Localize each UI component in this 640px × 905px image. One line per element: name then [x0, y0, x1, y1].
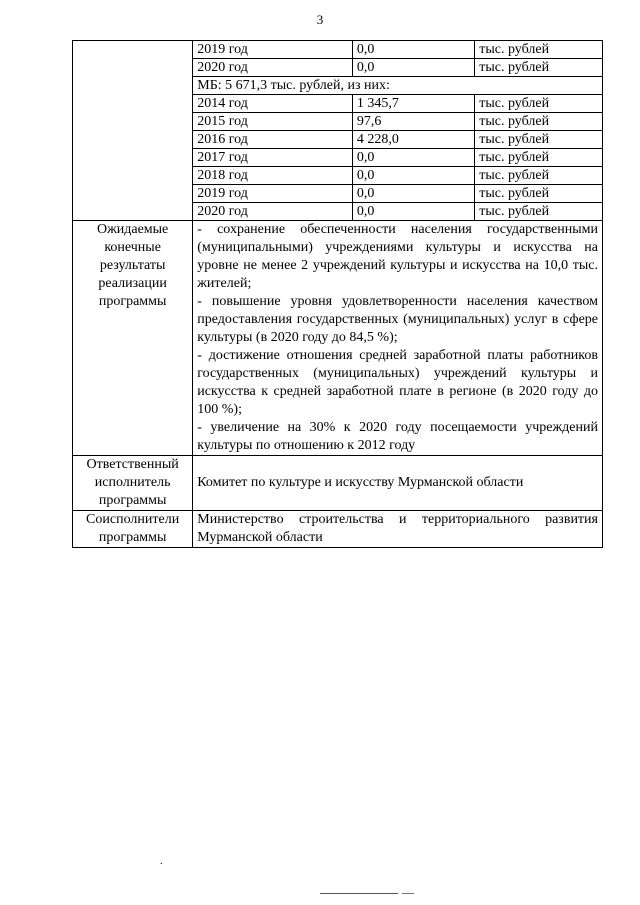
footer-mark: .	[160, 856, 163, 867]
footer-rule	[320, 893, 398, 894]
coexecutors-row	[73, 511, 603, 548]
year-cell: 2020 год	[193, 59, 353, 77]
result-item: - сохранение обеспеченности населения государственными (муниципальными) учреждениями культуры и искусства на уровне не менее 2 учреждений культуры и искусства на 10,0 тыс. жителей;	[197, 222, 598, 291]
program-passport-table	[72, 40, 603, 548]
value-cell: 0,0	[352, 59, 474, 77]
mb-header: МБ: 5 671,3 тыс. рублей, из них:	[193, 77, 603, 95]
year-cell: 2014 год	[193, 95, 353, 113]
unit-cell: тыс. рублей	[475, 185, 603, 203]
value-cell: 4 228,0	[352, 131, 474, 149]
unit-cell: тыс. рублей	[475, 59, 603, 77]
year-cell: 2018 год	[193, 167, 353, 185]
coexecutors-value: Министерство строительства и территориального развития Мурманской области	[193, 511, 603, 548]
year-cell: 2019 год	[193, 185, 353, 203]
value-cell: 0,0	[352, 203, 474, 221]
result-item: - достижение отношения средней заработной платы работников государственных (муниципальных) учреждений культуры и искусства к средней заработной плате в регионе (в 2020 году до 100 %);	[197, 348, 598, 417]
year-cell: 2017 год	[193, 149, 353, 167]
responsible-row	[73, 456, 603, 511]
result-item: - повышение уровня удовлетворенности населения качеством предоставления государственных (муниципальных) услуг в сфере культуры (в 2020 году до 84,5 %);	[197, 294, 598, 345]
value-cell: 0,0	[352, 167, 474, 185]
value-cell: 1 345,7	[352, 95, 474, 113]
unit-cell: тыс. рублей	[475, 41, 603, 59]
responsible-label: Ответственный исполнитель программы	[73, 456, 193, 511]
value-cell: 0,0	[352, 185, 474, 203]
unit-cell: тыс. рублей	[475, 167, 603, 185]
coexecutors-label: Соисполнители программы	[73, 511, 193, 548]
page-number: 3	[316, 12, 324, 27]
responsible-value: Комитет по культуре и искусству Мурманской области	[193, 456, 603, 511]
empty-label-cell	[73, 41, 193, 221]
unit-cell: тыс. рублей	[475, 203, 603, 221]
value-cell: 0,0	[352, 149, 474, 167]
value-cell: 0,0	[352, 41, 474, 59]
year-cell: 2015 год	[193, 113, 353, 131]
year-cell: 2019 год	[193, 41, 353, 59]
value-cell: 97,6	[352, 113, 474, 131]
footer-rule-short	[402, 893, 414, 894]
unit-cell: тыс. рублей	[475, 149, 603, 167]
results-label: Ожидаемые конечные результаты реализации программы	[73, 221, 193, 456]
unit-cell: тыс. рублей	[475, 95, 603, 113]
result-item: - увеличение на 30% к 2020 году посещаемости учреждений культуры по отношению к 2012 году	[197, 420, 598, 453]
funding-row	[73, 41, 603, 59]
results-content	[193, 221, 603, 456]
year-cell: 2016 год	[193, 131, 353, 149]
unit-cell: тыс. рублей	[475, 131, 603, 149]
year-cell: 2020 год	[193, 203, 353, 221]
results-row	[73, 221, 603, 456]
unit-cell: тыс. рублей	[475, 113, 603, 131]
